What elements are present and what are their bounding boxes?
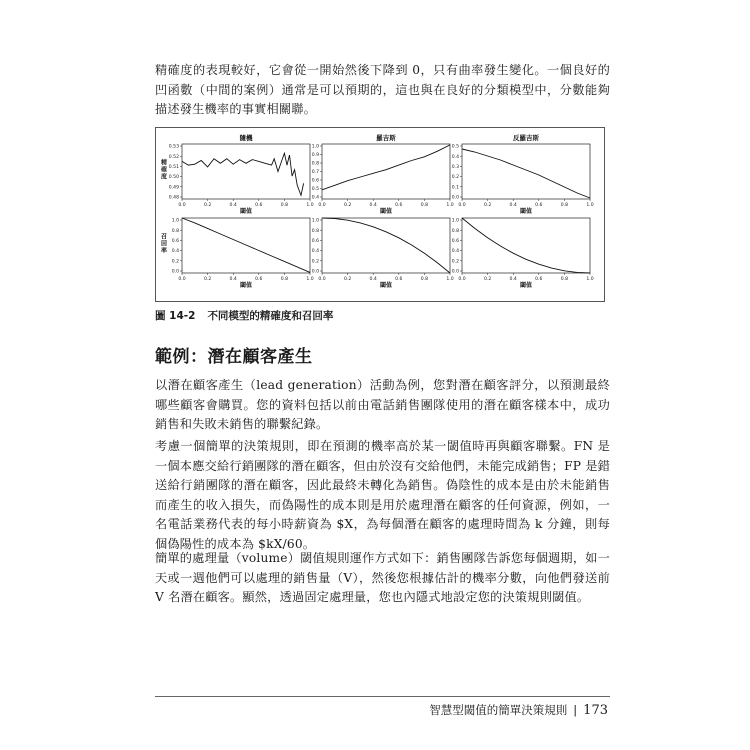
- panel-frame: [322, 144, 450, 199]
- panel-frame: [462, 144, 590, 199]
- footer-separator: |: [573, 703, 578, 717]
- figure-frame: [155, 127, 605, 302]
- x-tick-label: 0.4: [509, 277, 517, 282]
- x-tick-label: 0.0: [318, 203, 326, 208]
- x-tick-label: 1.0: [446, 277, 454, 282]
- x-tick-label: 0.6: [395, 203, 403, 208]
- x-tick-label: 0.0: [318, 277, 326, 282]
- x-tick-label: 1.0: [586, 203, 594, 208]
- x-tick-label: 1.0: [586, 277, 594, 282]
- footer-divider: [155, 696, 610, 697]
- x-tick-label: 0.6: [535, 203, 543, 208]
- y-tick-label: 1.0: [171, 218, 179, 224]
- x-tick-label: 0.6: [255, 203, 263, 208]
- x-tick-label: 0.8: [420, 203, 429, 208]
- paragraph-intro: 精確度的表現較好，它會從一開始然後下降到 0，只有曲率發生變化。一個良好的凹函數（中間的案例）通常是可以預期的，這也與在良好的分類模型中，分數能夠描述發生機率的事實相關聯。: [155, 63, 610, 116]
- x-tick-label: 0.4: [369, 203, 377, 208]
- y-tick-label: 0.5: [451, 144, 459, 150]
- precision-recall-figure: [156, 128, 604, 301]
- page-footer: [429, 702, 608, 718]
- y-tick-label: 0.6: [171, 239, 179, 244]
- y-tick-label: 0.2: [451, 259, 459, 265]
- x-axis-label: 閾值: [519, 282, 533, 289]
- x-tick-label: 0.8: [280, 203, 289, 208]
- x-tick-label: 1.0: [446, 203, 454, 208]
- y-tick-label: 0.4: [171, 249, 179, 255]
- y-axis-label: 召回率: [160, 233, 168, 255]
- y-tick-label: 1.0: [311, 218, 319, 224]
- x-tick-label: 0.8: [560, 203, 569, 208]
- y-tick-label: 0.9: [311, 153, 319, 159]
- figure-caption-text: 不同模型的精確度和召回率: [207, 310, 334, 322]
- x-axis-label: 閾值: [379, 282, 393, 289]
- y-tick-label: 0.7: [311, 170, 319, 176]
- x-tick-label: 1.0: [306, 203, 314, 208]
- y-tick-label: 0.4: [451, 154, 459, 160]
- x-tick-label: 0.4: [509, 203, 517, 208]
- y-axis-label: 精確度: [160, 159, 168, 181]
- y-tick-label: 0.3: [451, 165, 459, 170]
- page-number: 173: [583, 703, 608, 718]
- x-tick-label: 0.8: [420, 277, 429, 282]
- x-axis-label: 閾值: [239, 208, 253, 215]
- figure-number: 圖 14-2: [155, 310, 196, 322]
- paragraph-decision-rule: 考慮一個簡單的決策規則，即在預測的機率高於某一閾值時再與顧客聯繫。FN 是一個本應交給行銷團隊的潛在顧客，但由於沒有交給他們，未能完成銷售；FP 是錯送給行銷團隊的潛在顧客，因此最終未轉化為銷售。偽陰性的成本是由於未能銷售而產生的收入損失，而偽陽性的成本則是用於處理潛在顧客的任何資源，例如，一名電話業務代表的每小時薪資為 $X，為每個潛在顧客的處理時間為 k 分鐘，則每個偽陽性的成本為 $kX/60。: [155, 439, 610, 551]
- x-tick-label: 0.4: [229, 203, 237, 208]
- y-tick-label: 0.2: [311, 259, 319, 265]
- y-tick-label: 0.0: [451, 269, 459, 275]
- y-tick-label: 0.8: [311, 228, 319, 234]
- y-tick-label: 0.1: [451, 185, 459, 191]
- y-tick-label: 0.2: [451, 175, 459, 181]
- section-heading: 範例：潛在顧客產生: [155, 347, 313, 367]
- y-tick-label: 0.4: [311, 195, 319, 201]
- paragraph-lead-generation: 以潛在顧客產生（lead generation）活動為例，您對潛在顧客評分，以預測最終哪些顧客會購買。您的資料包括以前由電話銷售團隊使用的潛在顧客樣本中，成功銷售和失敗未銷售的聯繫紀錄。: [155, 378, 610, 431]
- panel-6: [452, 218, 594, 289]
- series-line: [182, 153, 304, 195]
- y-tick-label: 1.0: [311, 144, 319, 150]
- x-tick-label: 0.2: [203, 277, 212, 282]
- x-tick-label: 0.6: [395, 277, 403, 282]
- panel-1: [160, 133, 314, 215]
- panel-4: [161, 218, 314, 289]
- x-tick-label: 0.6: [255, 277, 263, 282]
- x-tick-label: 0.0: [178, 203, 186, 208]
- panel-title: 羅吉斯: [376, 134, 396, 142]
- x-tick-label: 0.2: [483, 203, 492, 208]
- y-tick-label: 0.4: [451, 249, 459, 255]
- panel-title: 隨機: [239, 134, 253, 142]
- x-tick-label: 0.4: [229, 277, 237, 282]
- x-tick-label: 1.0: [306, 277, 314, 282]
- x-axis-label: 閾值: [239, 282, 253, 289]
- figure-caption: [155, 308, 333, 323]
- y-tick-label: 0.52: [168, 154, 179, 160]
- x-tick-label: 0.2: [203, 203, 212, 208]
- panel-3: [452, 133, 594, 215]
- y-tick-label: 0.8: [311, 161, 319, 167]
- y-tick-label: 0.6: [311, 239, 319, 244]
- series-line: [182, 218, 310, 272]
- x-tick-label: 0.2: [343, 203, 352, 208]
- series-line: [462, 149, 590, 198]
- panel-frame: [182, 144, 310, 199]
- panel-title: 反羅吉斯: [513, 134, 539, 142]
- x-tick-label: 0.0: [458, 203, 466, 208]
- x-axis-label: 閾值: [519, 208, 533, 215]
- y-tick-label: 0.8: [171, 228, 179, 234]
- y-tick-label: 0.0: [171, 269, 179, 275]
- panel-2: [312, 133, 454, 215]
- y-tick-label: 0.2: [171, 259, 179, 265]
- x-tick-label: 0.0: [458, 277, 466, 282]
- y-tick-label: 0.0: [451, 195, 459, 201]
- x-tick-label: 0.4: [369, 277, 377, 282]
- y-tick-label: 0.4: [311, 249, 319, 255]
- y-tick-label: 1.0: [451, 218, 459, 224]
- x-tick-label: 0.6: [535, 277, 543, 282]
- y-tick-label: 0.48: [168, 195, 179, 201]
- footer-section-title: 智慧型閾值的簡單決策規則: [429, 703, 568, 717]
- panel-frame: [462, 218, 590, 273]
- x-tick-label: 0.2: [343, 277, 352, 282]
- y-tick-label: 0.51: [168, 165, 179, 170]
- x-tick-label: 0.2: [483, 277, 492, 282]
- y-tick-label: 0.5: [311, 187, 319, 193]
- y-tick-label: 0.50: [168, 175, 179, 181]
- y-tick-label: 0.8: [451, 228, 459, 234]
- series-line: [322, 218, 450, 273]
- series-line: [322, 145, 450, 190]
- panel-frame: [182, 218, 310, 273]
- y-tick-label: 0.0: [311, 269, 319, 275]
- x-axis-label: 閾值: [379, 208, 393, 215]
- panel-5: [312, 218, 454, 289]
- y-tick-label: 0.49: [168, 185, 179, 191]
- series-line: [462, 218, 590, 273]
- x-tick-label: 0.0: [178, 277, 186, 282]
- paragraph-volume-threshold: 簡單的處理量（volume）閾值規則運作方式如下：銷售團隊告訴您每個週期，如一天或一週他們可以處理的銷售量（V），然後您根據估計的機率分數，向他們發送前 V 名潛在顧客。顯然，透過固定處理量，您也內隱式地設定您的決策規則閾值。: [155, 551, 610, 604]
- panel-frame: [322, 218, 450, 273]
- y-tick-label: 0.6: [451, 239, 459, 244]
- y-tick-label: 0.6: [311, 178, 319, 184]
- x-tick-label: 0.8: [280, 277, 289, 282]
- x-tick-label: 0.8: [560, 277, 569, 282]
- y-tick-label: 0.53: [168, 144, 179, 150]
